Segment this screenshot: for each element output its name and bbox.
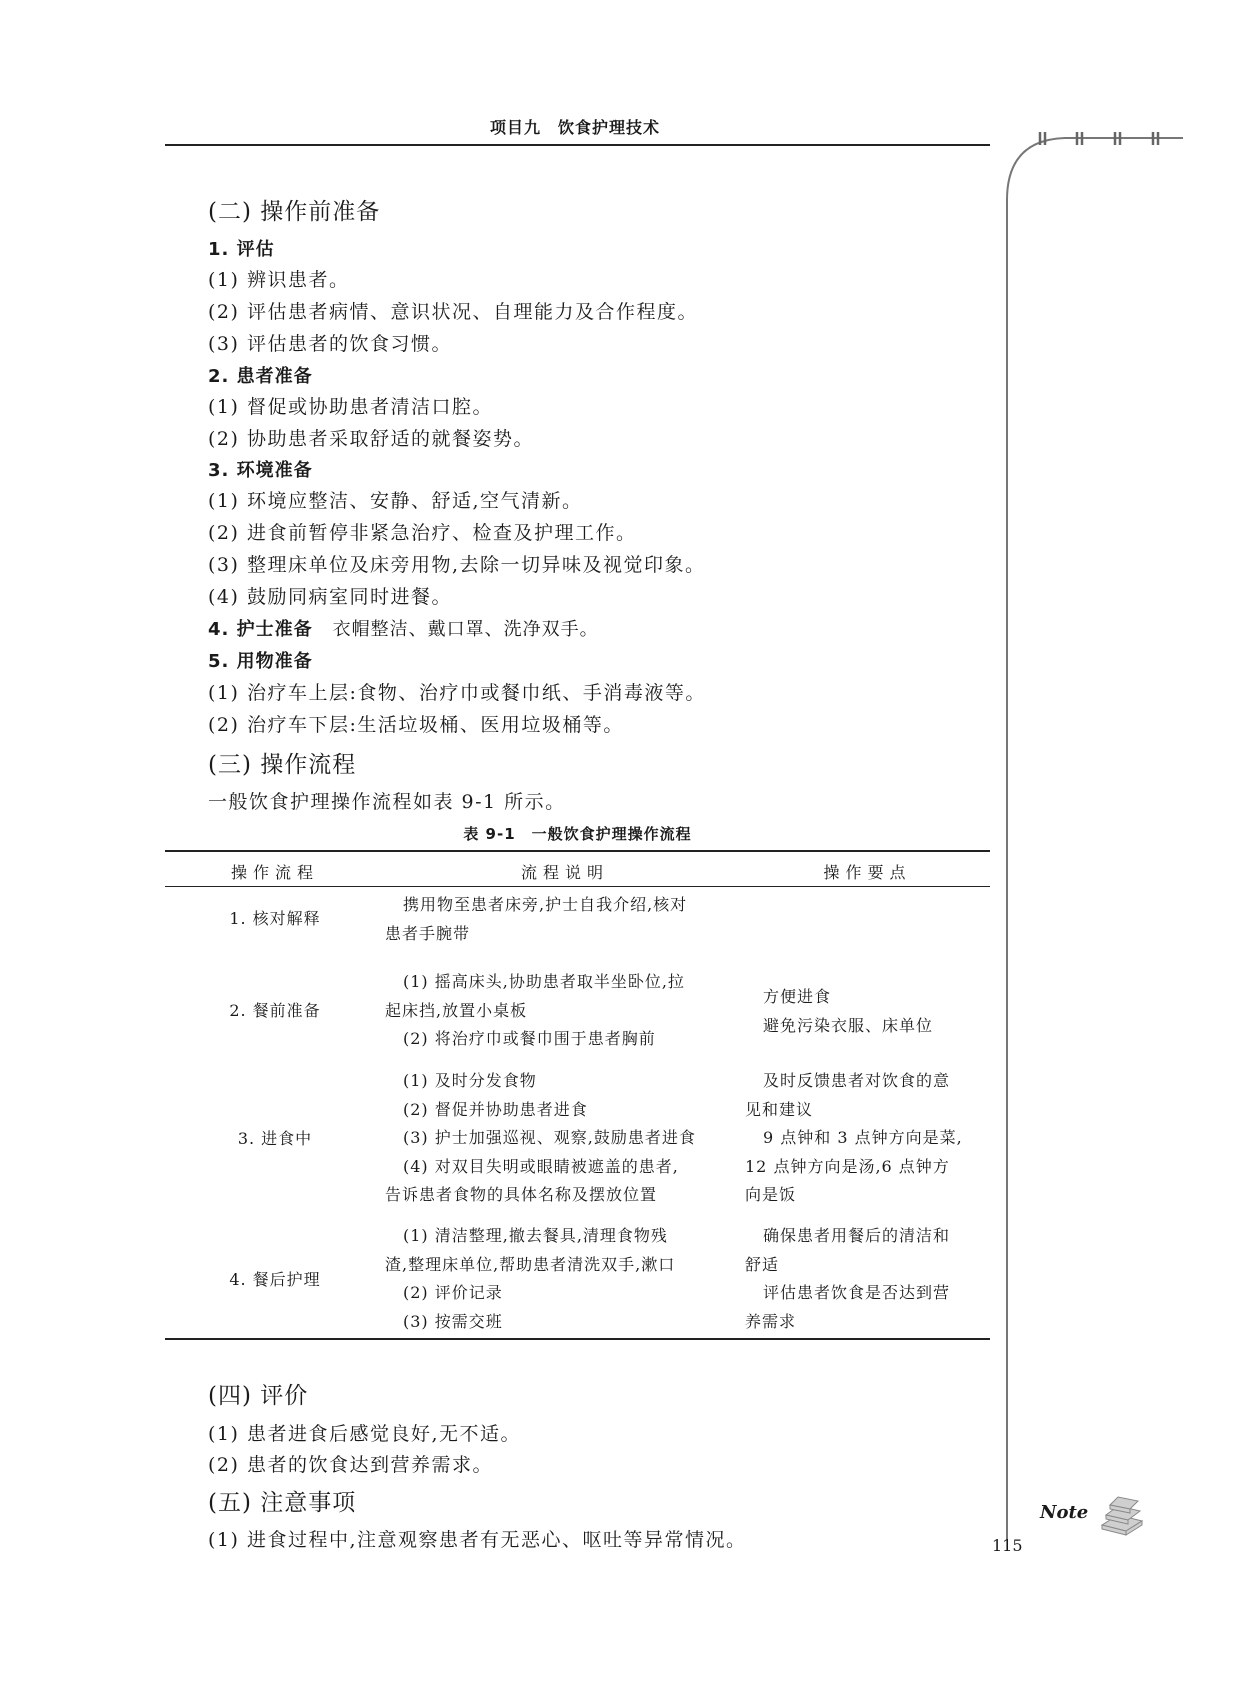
cell-line: 渣,整理床单位,帮助患者清洗双手,漱口 — [385, 1254, 676, 1274]
cell-line: 患者手腕带 — [385, 923, 471, 943]
cell-line: 携用物至患者床旁,护士自我介绍,核对 — [403, 895, 688, 914]
nurse-prep-label: 4. 护士准备 — [208, 619, 313, 640]
list-item: (2) 评估患者病情、意识状况、自理能力及合作程度。 — [208, 301, 698, 323]
cell-line: (2) 评价记录 — [403, 1283, 503, 1302]
table-header-rule — [165, 886, 990, 887]
list-item: (3) 整理床单位及床旁用物,去除一切异味及视觉印象。 — [208, 554, 706, 576]
table-cell-step: 1. 核对解释 — [229, 909, 321, 928]
margin-note-label: Note — [1040, 1502, 1089, 1523]
nurse-prep-text: 衣帽整洁、戴口罩、洗净双手。 — [332, 619, 599, 640]
cell-line: (4) 对双目失明或眼睛被遮盖的患者, — [403, 1156, 679, 1176]
table-cell-key-points — [745, 1067, 990, 1210]
cell-line: 9 点钟和 3 点钟方向是菜, — [763, 1128, 963, 1147]
table-header-key-points: 操作要点 — [823, 863, 912, 882]
cell-line: 及时反馈患者对饮食的意 — [763, 1071, 951, 1090]
section-heading-preparation: (二) 操作前准备 — [208, 199, 381, 225]
table-cell-step: 2. 餐前准备 — [229, 1001, 321, 1020]
cell-line: 避免污染衣服、床单位 — [763, 1015, 934, 1035]
list-item: (1) 督促或协助患者清洁口腔。 — [208, 396, 493, 418]
section-heading-evaluation: (四) 评价 — [208, 1383, 309, 1409]
cell-line: (2) 将治疗巾或餐巾围于患者胸前 — [403, 1029, 656, 1048]
cell-line: 12 点钟方向是汤,6 点钟方 — [745, 1156, 950, 1176]
subheading-nurse-prep — [208, 615, 599, 641]
table-caption: 表 9-1 一般饮食护理操作流程 — [463, 825, 692, 843]
list-item: (2) 进食前暂停非紧急治疗、检查及护理工作。 — [208, 522, 637, 544]
subheading-assessment: 1. 评估 — [208, 239, 275, 260]
list-item: (3) 评估患者的饮食习惯。 — [208, 333, 452, 355]
subheading-supplies-prep: 5. 用物准备 — [208, 651, 313, 672]
cell-line: (3) 护士加强巡视、观察,鼓励患者进食 — [403, 1128, 696, 1147]
cell-line: 舒适 — [745, 1254, 780, 1274]
cell-line: (1) 及时分发食物 — [403, 1071, 537, 1090]
cell-line: 起床挡,放置小桌板 — [385, 1000, 528, 1020]
cell-line: 见和建议 — [745, 1099, 814, 1119]
list-item: (2) 协助患者采取舒适的就餐姿势。 — [208, 428, 534, 450]
list-item: (4) 鼓励同病室同时进餐。 — [208, 586, 452, 608]
header-rule — [165, 144, 990, 146]
cell-line: 评估患者饮食是否达到营 — [763, 1283, 951, 1302]
list-item: (1) 患者进食后感觉良好,无不适。 — [208, 1423, 521, 1445]
section-heading-precautions: (五) 注意事项 — [208, 1490, 357, 1516]
list-item: (1) 进食过程中,注意观察患者有无恶心、呕吐等异常情况。 — [208, 1529, 747, 1551]
list-item: (1) 治疗车上层:食物、治疗巾或餐巾纸、手消毒液等。 — [208, 682, 706, 704]
list-item: (2) 患者的饮食达到营养需求。 — [208, 1454, 493, 1476]
cell-line: 告诉患者食物的具体名称及摆放位置 — [385, 1185, 658, 1204]
page-number: 115 — [992, 1536, 1023, 1555]
list-item: (1) 辨识患者。 — [208, 269, 350, 291]
table-header-description: 流程说明 — [520, 863, 609, 882]
table-header-step: 操作流程 — [230, 863, 319, 882]
table-cell-description — [385, 1222, 745, 1336]
margin-decoration — [1005, 130, 1245, 1550]
subheading-patient-prep: 2. 患者准备 — [208, 366, 313, 387]
cell-line: 向是饭 — [745, 1185, 797, 1204]
books-icon — [1098, 1495, 1146, 1537]
table-cell-key-points — [745, 1222, 990, 1336]
cell-line: 养需求 — [745, 1311, 797, 1331]
table-cell-description — [385, 891, 745, 948]
table-cell-description — [385, 1067, 745, 1210]
table-top-rule — [165, 850, 990, 852]
list-item: (2) 治疗车下层:生活垃圾桶、医用垃圾桶等。 — [208, 714, 624, 736]
list-item: (1) 环境应整洁、安静、舒适,空气清新。 — [208, 490, 583, 512]
cell-line: 确保患者用餐后的清洁和 — [763, 1226, 951, 1245]
table-bottom-rule — [165, 1338, 990, 1340]
table-cell-step: 3. 进食中 — [237, 1129, 313, 1148]
cell-line: (1) 清洁整理,撤去餐具,清理食物残 — [403, 1226, 668, 1245]
subheading-environment-prep: 3. 环境准备 — [208, 460, 313, 481]
running-header: 项目九 饮食护理技术 — [489, 118, 660, 137]
procedure-intro: 一般饮食护理操作流程如表 9-1 所示。 — [208, 791, 566, 813]
table-cell-key-points — [745, 983, 990, 1040]
table-cell-description — [385, 968, 745, 1054]
cell-line: (1) 摇高床头,协助患者取半坐卧位,拉 — [403, 972, 685, 991]
cell-line: (2) 督促并协助患者进食 — [403, 1099, 588, 1119]
table-cell-step: 4. 餐后护理 — [229, 1270, 321, 1289]
cell-line: 方便进食 — [763, 987, 832, 1006]
section-heading-procedure: (三) 操作流程 — [208, 752, 357, 778]
cell-line: (3) 按需交班 — [403, 1311, 503, 1331]
